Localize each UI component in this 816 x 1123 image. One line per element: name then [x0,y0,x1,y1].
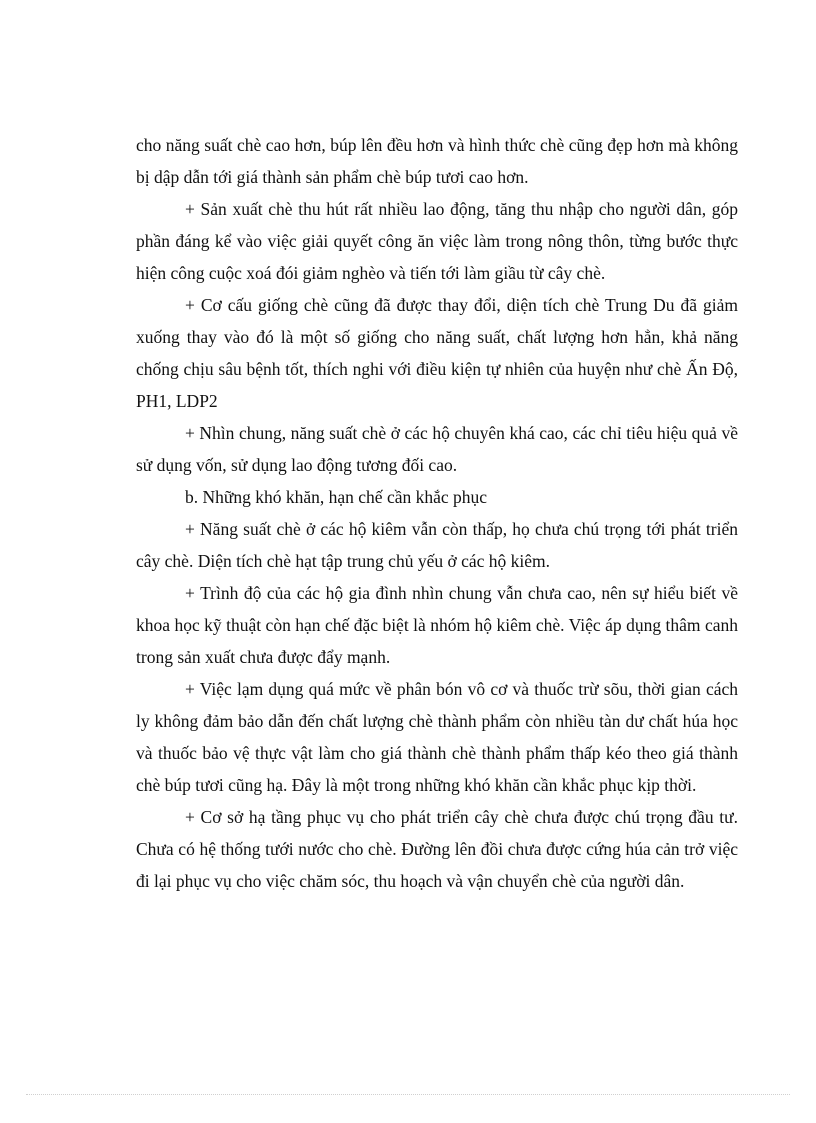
paragraph-varieties: + Cơ cấu giống chè cũng đã được thay đổi, diện tích chè Trung Du đã giảm xuống thay vào đó là một số giống cho năng suất, chất lượng hơn hẳn, khả năng chống chịu sâu bệnh tốt, thích nghi với điều kiện tự nhiên của huyện như chè Ấn Độ, PH1, LDP2 [136,295,738,411]
paragraph-part-time-households: + Năng suất chè ở các hộ kiêm vẫn còn thấp, họ chưa chú trọng tới phát triển cây chè. Diện tích chè hạt tập trung chủ yếu ở các hộ kiêm. [136,519,738,571]
paragraph-continuation: cho năng suất chè cao hơn, búp lên đều hơn và hình thức chè cũng đẹp hơn mà không bị dập dẫn tới giá thành sản phẩm chè búp tươi cao hơn. [136,135,738,187]
section-heading: b. Những khó khăn, hạn chế cần khắc phục [185,487,488,507]
page-bottom-divider [26,1094,790,1095]
paragraph-infrastructure: + Cơ sở hạ tầng phục vụ cho phát triển cây chè chưa được chú trọng đầu tư. Chưa có hệ thống tưới nước cho chè. Đường lên đồi chưa được cứng húa cản trở việc đi lại phục vụ cho việc chăm sóc, thu hoạch và vận chuyển chè của người dân. [136,807,738,891]
paragraph-fertilizer: + Việc lạm dụng quá mức về phân bón vô cơ và thuốc trừ sõu, thời gian cách ly không đảm bảo dẫn đến chất lượng chè thành phẩm còn nhiều tàn dư chất húa học và thuốc bảo vệ thực vật làm cho giá thành chè thành phẩm thấp kéo theo giá thành chè búp tươi cũng hạ. Đây là một trong những khó khăn cần khắc phục kịp thời. [136,679,738,795]
document-body [136,129,738,897]
paragraph-overall: + Nhìn chung, năng suất chè ở các hộ chuyên khá cao, các chỉ tiêu hiệu quả về sử dụng vốn, sử dụng lao động tương đối cao. [136,423,738,475]
paragraph-education: + Trình độ của các hộ gia đình nhìn chung vẫn chưa cao, nên sự hiểu biết về khoa học kỹ thuật còn hạn chế đặc biệt là nhóm hộ kiêm chè. Việc áp dụng thâm canh trong sản xuất chưa được đẩy mạnh. [136,583,738,667]
paragraph-labor: + Sản xuất chè thu hút rất nhiều lao động, tăng thu nhập cho người dân, góp phần đáng kể vào việc giải quyết công ăn việc làm trong nông thôn, từng bước thực hiện công cuộc xoá đói giảm nghèo và tiến tới làm giầu từ cây chè. [136,199,738,283]
